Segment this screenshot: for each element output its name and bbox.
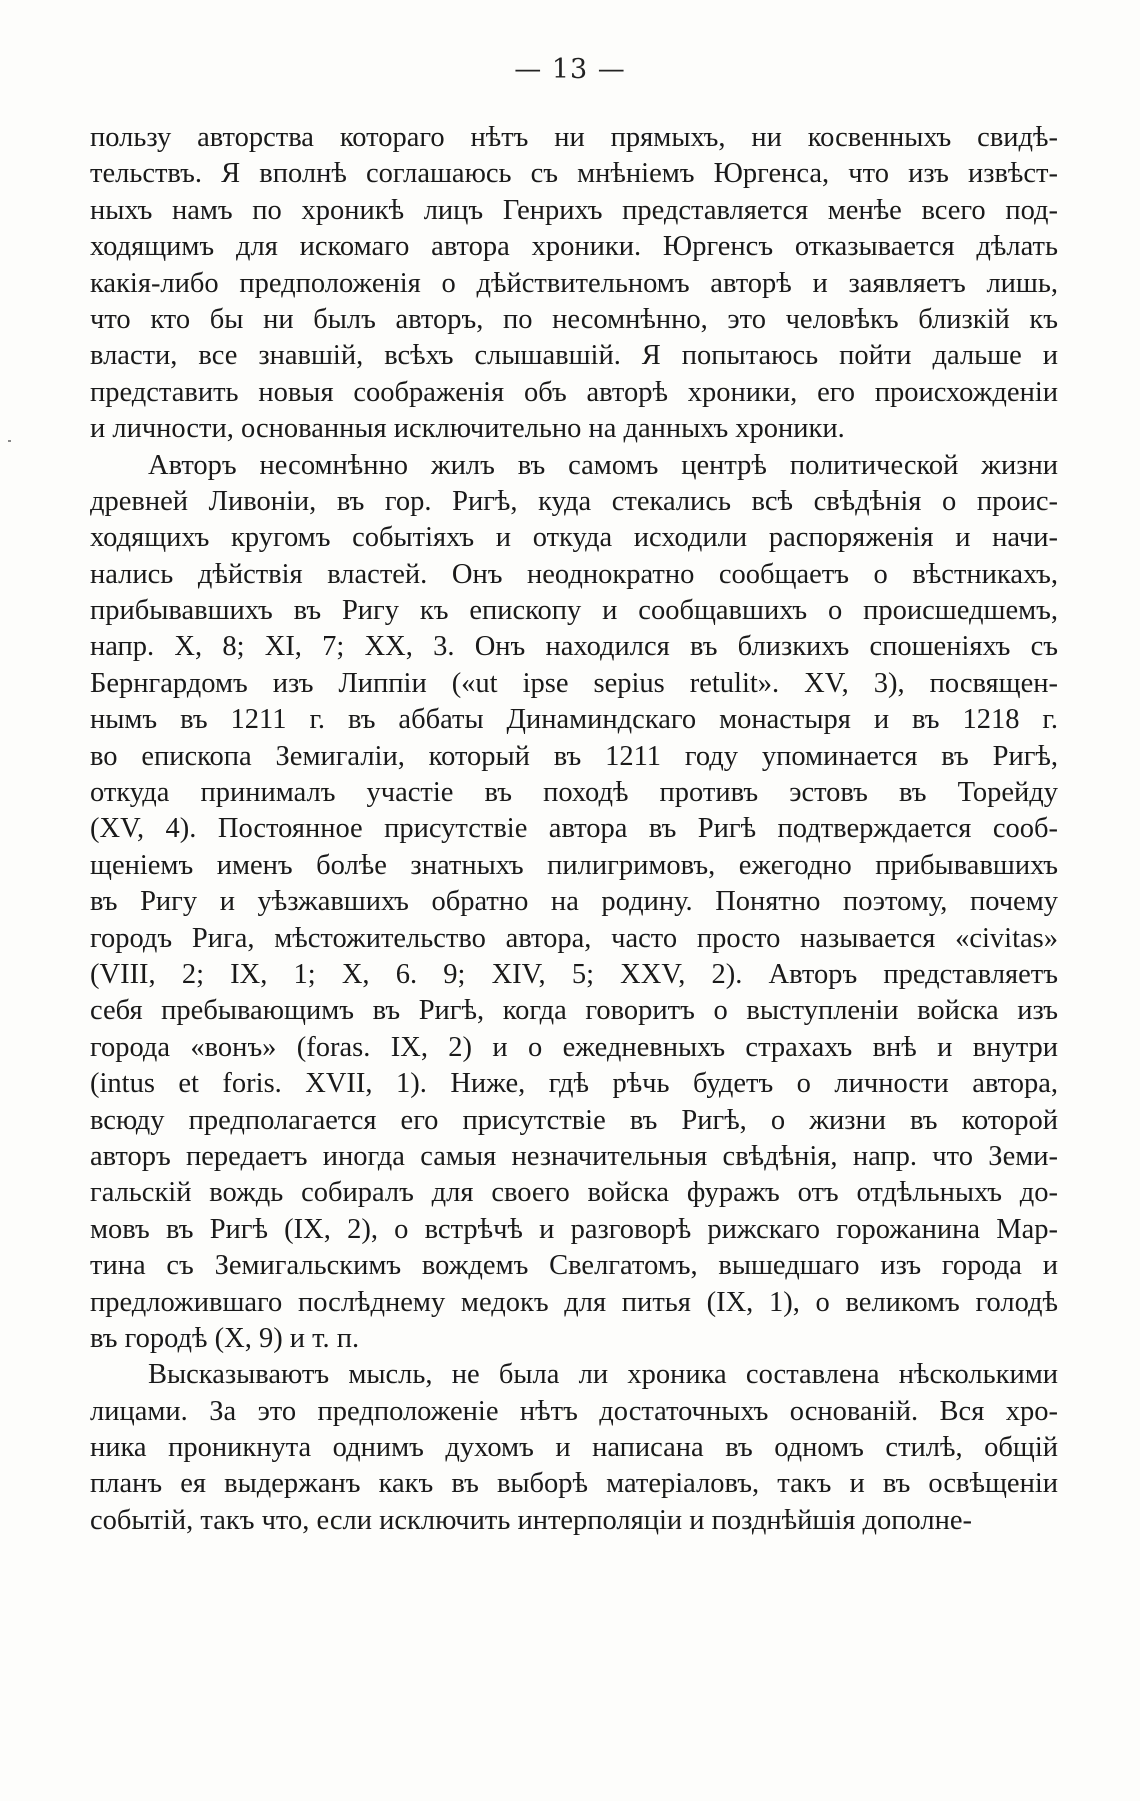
paragraph-3: [90, 1357, 1058, 1539]
text-line: напр. X, 8; XI, 7; XX, 3. Онъ находился въ близкихъ спошеніяхъ съ: [90, 631, 1058, 663]
text-line: ныхъ намъ по хроникѣ лицъ Генрихъ представляется менѣе всего под-: [90, 194, 1058, 226]
text-line: предложившаго послѣднему медокъ для питья (IX, 1), о великомъ голодѣ: [90, 1286, 1058, 1318]
text-line: ходящихъ кругомъ событіяхъ и откуда исходили распоряженія и начи-: [90, 522, 1058, 554]
text-line: (intus et foris. XVII, 1). Ниже, гдѣ рѣчь будетъ о личности автора,: [90, 1068, 1058, 1100]
text-line: щеніемъ именъ болѣе знатныхъ пилигримовъ, ежегодно прибывавшихъ: [90, 849, 1058, 881]
page-number: — 13 —: [514, 54, 626, 85]
text-line: что кто бы ни былъ авторъ, по несомнѣнно, это человѣкъ близкій къ: [90, 303, 1058, 335]
text-line: откуда принималъ участіе въ походѣ противъ эстовъ въ Торейду: [90, 777, 1058, 809]
text-line: пользу авторства котораго нѣтъ ни прямыхъ, ни косвенныхъ свидѣ-: [90, 122, 1058, 153]
text-line: ника проникнута однимъ духомъ и написана въ одномъ стилѣ, общій: [90, 1432, 1058, 1464]
text-line: прибывавшихъ въ Ригу къ епископу и сообщавшихъ о происшедшемъ,: [90, 595, 1058, 627]
text-line: Высказываютъ мысль, не была ли хроника составлена нѣсколькими: [148, 1359, 1058, 1391]
scan-speck: [8, 440, 11, 442]
text-line: въ городѣ (X, 9) и т. п.: [90, 1322, 360, 1354]
text-line: ходящимъ для искомаго автора хроники. Юргенсъ отказывается дѣлать: [90, 231, 1058, 263]
text-line: гальскій вождь собиралъ для своего войска фуражъ отъ отдѣльныхъ до-: [90, 1177, 1058, 1209]
text-line: древней Ливоніи, въ гор. Ригѣ, куда стекались всѣ свѣдѣнія о проис-: [90, 485, 1058, 517]
text-line: планъ ея выдержанъ какъ въ выборѣ матеріаловъ, такъ и въ освѣщеніи: [90, 1468, 1058, 1500]
paragraph-1: [90, 120, 1058, 448]
text-line: городъ Рига, мѣстожительство автора, часто просто называется «civitas»: [90, 922, 1058, 954]
text-line: тельствъ. Я вполнѣ соглашаюсь съ мнѣніемъ Юргенса, что изъ извѣст-: [90, 158, 1058, 190]
text-line: тина съ Земигальскимъ вождемъ Свелгатомъ, вышедшаго изъ города и: [90, 1250, 1058, 1282]
body-text: [90, 120, 1058, 1539]
text-line: во епископа Земигаліи, который въ 1211 году упоминается въ Ригѣ,: [90, 740, 1058, 772]
text-line: въ Ригу и уѣзжавшихъ обратно на родину. Понятно поэтому, почему: [90, 886, 1058, 918]
text-line: нымъ въ 1211 г. въ аббаты Динаминдскаго монастыря и въ 1218 г.: [90, 704, 1058, 736]
text-line: (VIII, 2; IX, 1; X, 6. 9; XIV, 5; XXV, 2). Авторъ представляетъ: [90, 958, 1058, 990]
text-line: лицами. За это предположеніе нѣтъ достаточныхъ основаній. Вся хро-: [90, 1395, 1058, 1427]
text-line: авторъ передаетъ иногда самыя незначительныя свѣдѣнія, напр. что Земи-: [90, 1140, 1058, 1172]
text-line: событій, такъ что, если исключить интерполяціи и позднѣйшія дополне-: [90, 1504, 972, 1536]
text-line: мовъ въ Ригѣ (IX, 2), о встрѣчѣ и разговорѣ рижскаго горожанина Мар-: [90, 1213, 1058, 1245]
text-line: города «вонъ» (foras. IX, 2) и о ежедневныхъ страхахъ внѣ и внутри: [90, 1031, 1058, 1063]
paragraph-2: [90, 448, 1058, 1358]
text-line: какія-либо предположенія о дѣйствительномъ авторѣ и заявляетъ лишь,: [90, 267, 1058, 299]
text-line: Бернгардомъ изъ Липпіи («ut ipse sepius retulit». XV, 3), посвящен-: [90, 667, 1058, 699]
text-line: всюду предполагается его присутствіе въ Ригѣ, о жизни въ которой: [90, 1104, 1058, 1136]
text-line: нались дѣйствія властей. Онъ неоднократно сообщаетъ о вѣстникахъ,: [90, 558, 1058, 590]
text-line: власти, все знавшій, всѣхъ слышавшій. Я попытаюсь пойти дальше и: [90, 340, 1058, 372]
text-line: (XV, 4). Постоянное присутствіе автора въ Ригѣ подтверждается сооб-: [90, 813, 1058, 845]
text-line: представить новыя соображенія объ авторѣ хроники, его происхожденіи: [90, 376, 1058, 408]
text-line: Авторъ несомнѣнно жилъ въ самомъ центрѣ политической жизни: [148, 449, 1058, 481]
text-line: и личности, основанныя исключительно на данныхъ хроники.: [90, 413, 845, 445]
text-line: себя пребывающимъ въ Ригѣ, когда говоритъ о выступленіи войска изъ: [90, 995, 1058, 1027]
